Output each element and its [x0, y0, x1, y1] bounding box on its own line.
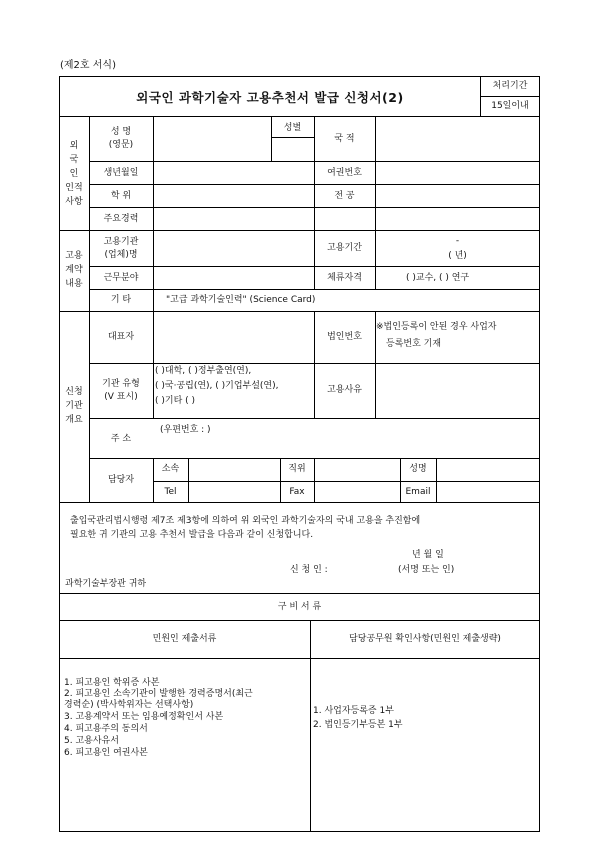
- applicant-doc-item: 1. 피고용인 학위증 사본: [64, 678, 160, 688]
- status-value: ( )교수, ( ) 연구: [406, 273, 470, 283]
- applicant-doc-item: 경력순) (박사학위자는 선택사항): [64, 700, 194, 710]
- recipient: 과학기술부장관 귀하: [65, 579, 147, 589]
- section-label: 개요: [65, 415, 83, 425]
- period-label: 고용기간: [327, 243, 362, 253]
- official-docs-header: 담당공무원 확인사항(민원인 제출생략): [349, 634, 501, 644]
- email-label: Email: [405, 487, 431, 497]
- declaration-text: 필요한 귀 기관의 고용 추천서 발급을 다음과 같이 신청합니다.: [70, 530, 314, 540]
- contact-label: 담당자: [107, 475, 135, 485]
- section-label: 신청: [65, 387, 83, 397]
- name-label: 성 명: [110, 127, 132, 137]
- employer-label: 고용기관: [103, 237, 139, 247]
- corp-note: ※법인등록이 안된 경우 사업자: [376, 322, 497, 332]
- applicant-doc-item: 4. 피고용주의 동의서: [64, 724, 148, 734]
- form-title: 외국인 과학기술자 고용추천서 발급 신청서(2): [136, 90, 404, 105]
- applicant-label: 신 청 인 :: [290, 565, 328, 575]
- person-name-label: 성명: [409, 464, 427, 474]
- section-label: 인적: [65, 183, 83, 193]
- section-label: 고용: [65, 251, 83, 261]
- section-label: 인: [69, 169, 79, 179]
- corp-note: 등록번호 기재: [386, 339, 442, 349]
- type-label: 기관 유형: [102, 379, 140, 389]
- applicant-doc-item: 2. 피고용인 소속기관이 발행한 경력증명서(최근: [64, 689, 253, 699]
- reason-label: 고용사유: [327, 385, 362, 395]
- processing-value: 15일이내: [491, 101, 529, 111]
- section-label: 사항: [65, 197, 83, 207]
- declaration-text: 출입국관리법시행령 제7조 제3항에 의하여 위 외국인 과학기술자의 국내 고용을 추진함에: [70, 516, 421, 526]
- applicant-doc-item: 6. 피고용인 여권사본: [64, 748, 148, 758]
- type-option: ( )국·공립(연), ( )기업부설(연),: [155, 381, 279, 391]
- degree-label: 학 위: [110, 191, 132, 201]
- name-label: (영문): [108, 140, 134, 150]
- applicant-doc-item: 3. 고용계약서 또는 임용예정확인서 사본: [64, 712, 224, 722]
- type-label: (V 표시): [104, 392, 138, 402]
- section-label: 외: [69, 141, 79, 151]
- form-number: (제2호 서식): [60, 60, 116, 71]
- rep-label: 대표자: [107, 332, 135, 342]
- declaration-date: 년 월 일: [412, 550, 444, 560]
- nationality-label: 국 적: [334, 134, 355, 144]
- applicant-docs-header: 민원인 제출서류: [152, 634, 217, 644]
- employer-label: (업체)명: [104, 250, 138, 260]
- field-label: 근무분야: [103, 273, 139, 283]
- section-label: 계약: [65, 265, 83, 275]
- documents-title: 구 비 서 류: [277, 602, 322, 612]
- career-label: 주요경력: [103, 214, 139, 224]
- section-label: 국: [69, 155, 79, 165]
- section-label: 내용: [65, 279, 83, 289]
- gender-label: 성별: [283, 123, 302, 133]
- official-doc-item: 2. 법인등기부등본 1부: [313, 720, 403, 730]
- major-label: 전 공: [334, 191, 355, 201]
- postal-code: (우편번호 : ): [160, 425, 211, 435]
- birth-label: 생년월일: [103, 168, 139, 178]
- other-label: 기 타: [110, 295, 132, 305]
- tel-label: Tel: [164, 487, 177, 497]
- period-years: ( 년): [448, 251, 467, 261]
- status-label: 체류자격: [327, 273, 362, 283]
- passport-label: 여권번호: [327, 168, 362, 178]
- official-doc-item: 1. 사업자등록증 1부: [313, 706, 394, 716]
- other-value: "고급 과학기술인력" (Science Card): [166, 295, 316, 305]
- type-option: ( )기타 ( ): [155, 396, 196, 406]
- processing-label: 처리기간: [492, 81, 528, 91]
- period-dash: -: [455, 236, 460, 246]
- corp-no-label: 법인번호: [327, 332, 362, 342]
- section-label: 기관: [65, 401, 83, 411]
- applicant-doc-item: 5. 고용사유서: [64, 736, 119, 746]
- signature-label: (서명 또는 인): [398, 565, 455, 575]
- dept-label: 소속: [161, 464, 180, 474]
- fax-label: Fax: [289, 487, 305, 497]
- address-label: 주 소: [110, 434, 132, 444]
- type-option: ( )대학, ( )정부출연(연),: [155, 366, 252, 376]
- position-label: 직위: [288, 464, 306, 474]
